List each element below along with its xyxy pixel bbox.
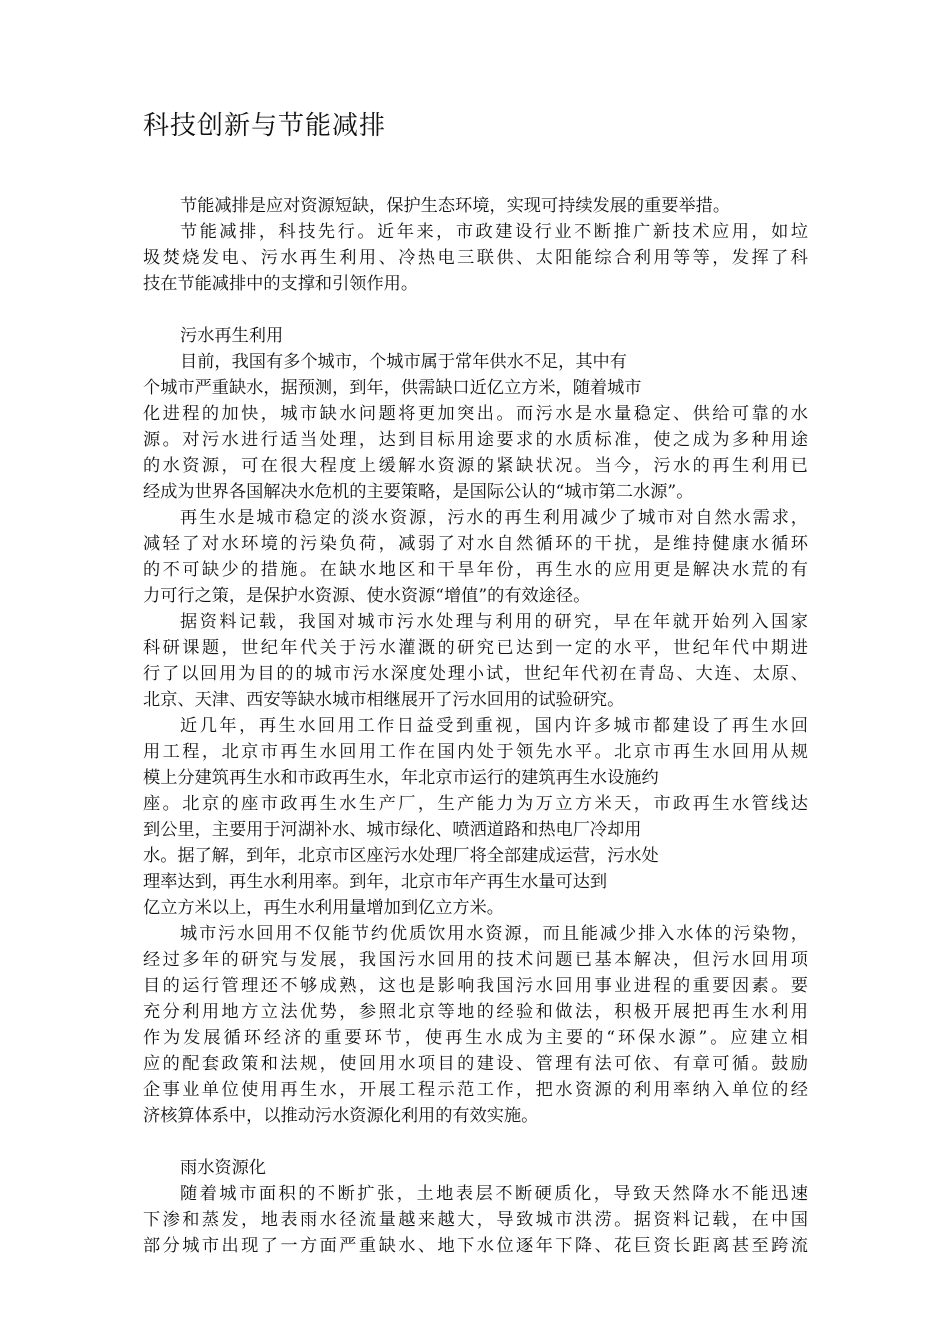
section-heading: 污水再生利用 [180, 326, 284, 346]
paragraph-line: 经成为世界各国解决水危机的主要策略，是国际公认的“城市第二水源”。 [143, 482, 694, 502]
paragraph-line: 目前，我国有多个城市，个城市属于常年供水不足，其中有 [180, 352, 627, 372]
paragraph-line: 化进程的加快，城市缺水问题将更加突出。而污水是水量稳定、供给可靠的水 [143, 404, 808, 424]
paragraph-line: 源。对污水进行适当处理，达到目标用途要求的水质标准，使之成为多种用途 [143, 430, 808, 450]
paragraph-line: 科研课题，世纪年代关于污水灌溉的研究已达到一定的水平，世纪年代中期进 [143, 638, 808, 658]
document-title: 科技创新与节能减排 [143, 111, 387, 141]
paragraph-line: 应的配套政策和法规，使回用水项目的建设、管理有法可依、有章可循。鼓励 [143, 1054, 808, 1074]
paragraph-line: 水。据了解，到年，北京市区座污水处理厂将全部建成运营，污水处 [143, 846, 659, 866]
paragraph-line: 减轻了对水环境的污染负荷，减弱了对水自然循环的干扰，是维持健康水循环 [143, 534, 808, 554]
paragraph-line: 圾焚烧发电、污水再生利用、冷热电三联供、太阳能综合利用等等，发挥了科 [143, 248, 808, 268]
paragraph-gap [143, 1129, 808, 1155]
paragraph-line: 技在节能减排中的支撑和引领作用。 [143, 274, 419, 294]
paragraph-line: 城市污水回用不仅能节约优质饮用水资源，而且能减少排入水体的污染物， [180, 924, 808, 944]
paragraph-line: 理率达到，再生水利用率。到年，北京市年产再生水量可达到 [143, 872, 608, 892]
paragraph-line: 个城市严重缺水，据预测，到年，供需缺口近亿立方米，随着城市 [143, 378, 642, 398]
paragraph-line: 模上分建筑再生水和市政再生水，年北京市运行的建筑再生水设施约 [143, 768, 659, 788]
paragraph-line: 到公里，主要用于河湖补水、城市绿化、喷洒道路和热电厂冷却用 [143, 820, 642, 840]
paragraph-line: 节能减排是应对资源短缺，保护生态环境，实现可持续发展的重要举措。 [180, 196, 731, 216]
paragraph-line: 下渗和蒸发，地表雨水径流量越来越大，导致城市洪涝。据资料记载，在中国 [143, 1210, 808, 1230]
paragraph-line: 行了以回用为目的的城市污水深度处理小试，世纪年代初在青岛、大连、太原、 [143, 664, 808, 684]
paragraph-line: 北京、天津、西安等缺水城市相继展开了污水回用的试验研究。 [143, 690, 625, 710]
document-body [143, 193, 808, 1259]
paragraph-line: 力可行之策，是保护水资源、使水资源“增值”的有效途径。 [143, 586, 591, 606]
paragraph-line: 目的运行管理还不够成熟，这也是影响我国污水回用事业进程的重要因素。要 [143, 976, 808, 996]
paragraph-line: 充分利用地方立法优势，参照北京等地的经验和做法，积极开展把再生水利用 [143, 1002, 808, 1022]
paragraph-line: 座。北京的座市政再生水生产厂，生产能力为万立方米天，市政再生水管线达 [143, 794, 808, 814]
paragraph-gap [143, 297, 808, 323]
paragraph-line: 亿立方米以上，再生水利用量增加到亿立方米。 [143, 898, 504, 918]
section-heading: 雨水资源化 [180, 1158, 266, 1178]
paragraph-line: 再生水是城市稳定的淡水资源，污水的再生利用减少了城市对自然水需求， [180, 508, 808, 528]
paragraph-line: 作为发展循环经济的重要环节，使再生水成为主要的“环保水源”。应建立相 [143, 1028, 808, 1048]
paragraph-line: 据资料记载，我国对城市污水处理与利用的研究，早在年就开始列入国家 [180, 612, 808, 632]
paragraph-line: 随着城市面积的不断扩张，土地表层不断硬质化，导致天然降水不能迅速 [180, 1184, 808, 1204]
paragraph-line: 部分城市出现了一方面严重缺水、地下水位逐年下降、花巨资长距离甚至跨流 [143, 1236, 808, 1256]
paragraph-line: 用工程，北京市再生水回用工作在国内处于领先水平。北京市再生水回用从规 [143, 742, 808, 762]
paragraph-line: 节能减排，科技先行。近年来，市政建设行业不断推广新技术应用，如垃 [180, 222, 808, 242]
paragraph-line: 经过多年的研究与发展，我国污水回用的技术问题已基本解决，但污水回用项 [143, 950, 808, 970]
paragraph-line: 济核算体系中，以推动污水资源化利用的有效实施。 [143, 1106, 539, 1126]
paragraph-line: 企事业单位使用再生水，开展工程示范工作，把水资源的利用率纳入单位的经 [143, 1080, 808, 1100]
paragraph-line: 近几年，再生水回用工作日益受到重视，国内许多城市都建设了再生水回 [180, 716, 808, 736]
paragraph-line: 的不可缺少的措施。在缺水地区和干旱年份，再生水的应用更是解决水荒的有 [143, 560, 808, 580]
paragraph-line: 的水资源，可在很大程度上缓解水资源的紧缺状况。当今，污水的再生利用已 [143, 456, 808, 476]
